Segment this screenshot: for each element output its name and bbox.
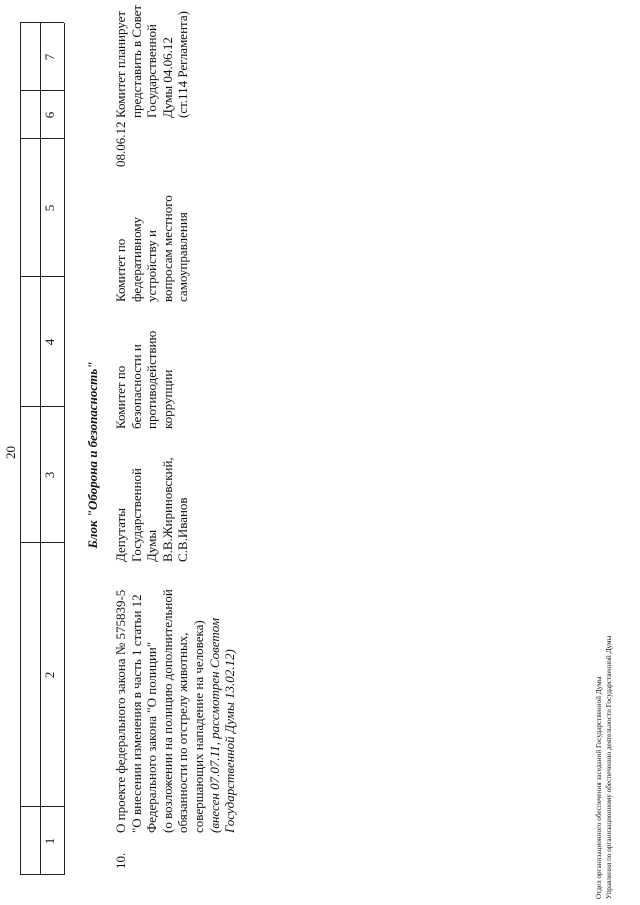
column-number: 2 bbox=[42, 671, 57, 679]
responsible-committee bbox=[113, 307, 175, 429]
status-line: Думы 04.06.12 bbox=[159, 37, 175, 118]
table-bottom-border bbox=[64, 23, 65, 875]
section-title: Блок "Оборона и безопасность" bbox=[85, 361, 100, 549]
column-number: 3 bbox=[42, 471, 57, 479]
col-divider bbox=[20, 542, 64, 543]
status-line: (ст.114 Регламента) bbox=[175, 11, 191, 118]
table-mid-border bbox=[40, 23, 41, 875]
column-header-table bbox=[20, 23, 64, 875]
co-committee-line: Комитет по bbox=[113, 238, 128, 302]
status bbox=[113, 0, 191, 118]
note-line: Государственной Думы 13.02.12) bbox=[222, 649, 238, 833]
title-line: (о возложении на полицию дополнительной bbox=[159, 589, 175, 833]
col-divider bbox=[20, 406, 64, 407]
committee-line: коррупции bbox=[159, 369, 175, 429]
authors-line: В.В.Жириновский, bbox=[159, 457, 175, 562]
title-line: Федерального закона "О полиции" bbox=[144, 641, 160, 833]
col-divider bbox=[20, 138, 64, 139]
col-divider bbox=[20, 276, 64, 277]
column-number: 5 bbox=[42, 204, 57, 212]
authors bbox=[113, 437, 191, 562]
col-divider bbox=[20, 90, 64, 91]
row-number: 10. bbox=[113, 852, 128, 869]
col-divider bbox=[20, 874, 64, 875]
col-divider bbox=[20, 806, 64, 807]
column-number: 6 bbox=[42, 111, 57, 119]
col-divider bbox=[20, 22, 64, 23]
co-committee-line: федеративному bbox=[128, 216, 144, 302]
authors-line: Думы bbox=[144, 529, 160, 562]
committee-line: противодействию bbox=[144, 330, 160, 429]
note-line: (внесен 07.07.11, рассмотрен Советом bbox=[206, 617, 222, 833]
column-number: 1 bbox=[42, 837, 57, 845]
status-line: представить в Совет bbox=[128, 4, 144, 118]
committee-line: безопасности и bbox=[128, 344, 144, 429]
co-committee-line: самоуправления bbox=[175, 212, 191, 302]
status-line: Государственной bbox=[144, 23, 160, 118]
committee-line: Комитет по bbox=[113, 365, 128, 429]
title-line: "О внесении изменения в часть 1 статьи 12 bbox=[128, 594, 144, 833]
co-committee bbox=[113, 169, 191, 302]
status-line: Комитет планирует bbox=[113, 10, 128, 118]
title-line: О проекте федерального закона № 575839-5 bbox=[113, 589, 128, 833]
title-line: обязанности по отстрелу животных, bbox=[175, 632, 191, 833]
authors-line: С.В.Иванов bbox=[175, 497, 191, 562]
page-number: 20 bbox=[3, 446, 18, 459]
footer bbox=[595, 636, 614, 899]
table-top-border bbox=[20, 23, 21, 875]
authors-line: Депутаты bbox=[113, 508, 128, 562]
co-committee-line: устройству и bbox=[144, 230, 160, 302]
authors-line: Государственной bbox=[128, 467, 144, 562]
column-number: 4 bbox=[42, 338, 57, 346]
date: 08.06.12 bbox=[113, 121, 128, 167]
footer-line: Отдел организационного обеспечения заседаний Государственной Думы bbox=[595, 676, 603, 899]
bill-title bbox=[113, 573, 238, 833]
co-committee-line: вопросам местного bbox=[159, 195, 175, 302]
column-number: 7 bbox=[42, 53, 57, 61]
title-line: совершающих нападение на человека) bbox=[190, 620, 206, 833]
footer-line: Управления по организационному обеспечению деятельности Государственной Думы bbox=[604, 635, 613, 899]
